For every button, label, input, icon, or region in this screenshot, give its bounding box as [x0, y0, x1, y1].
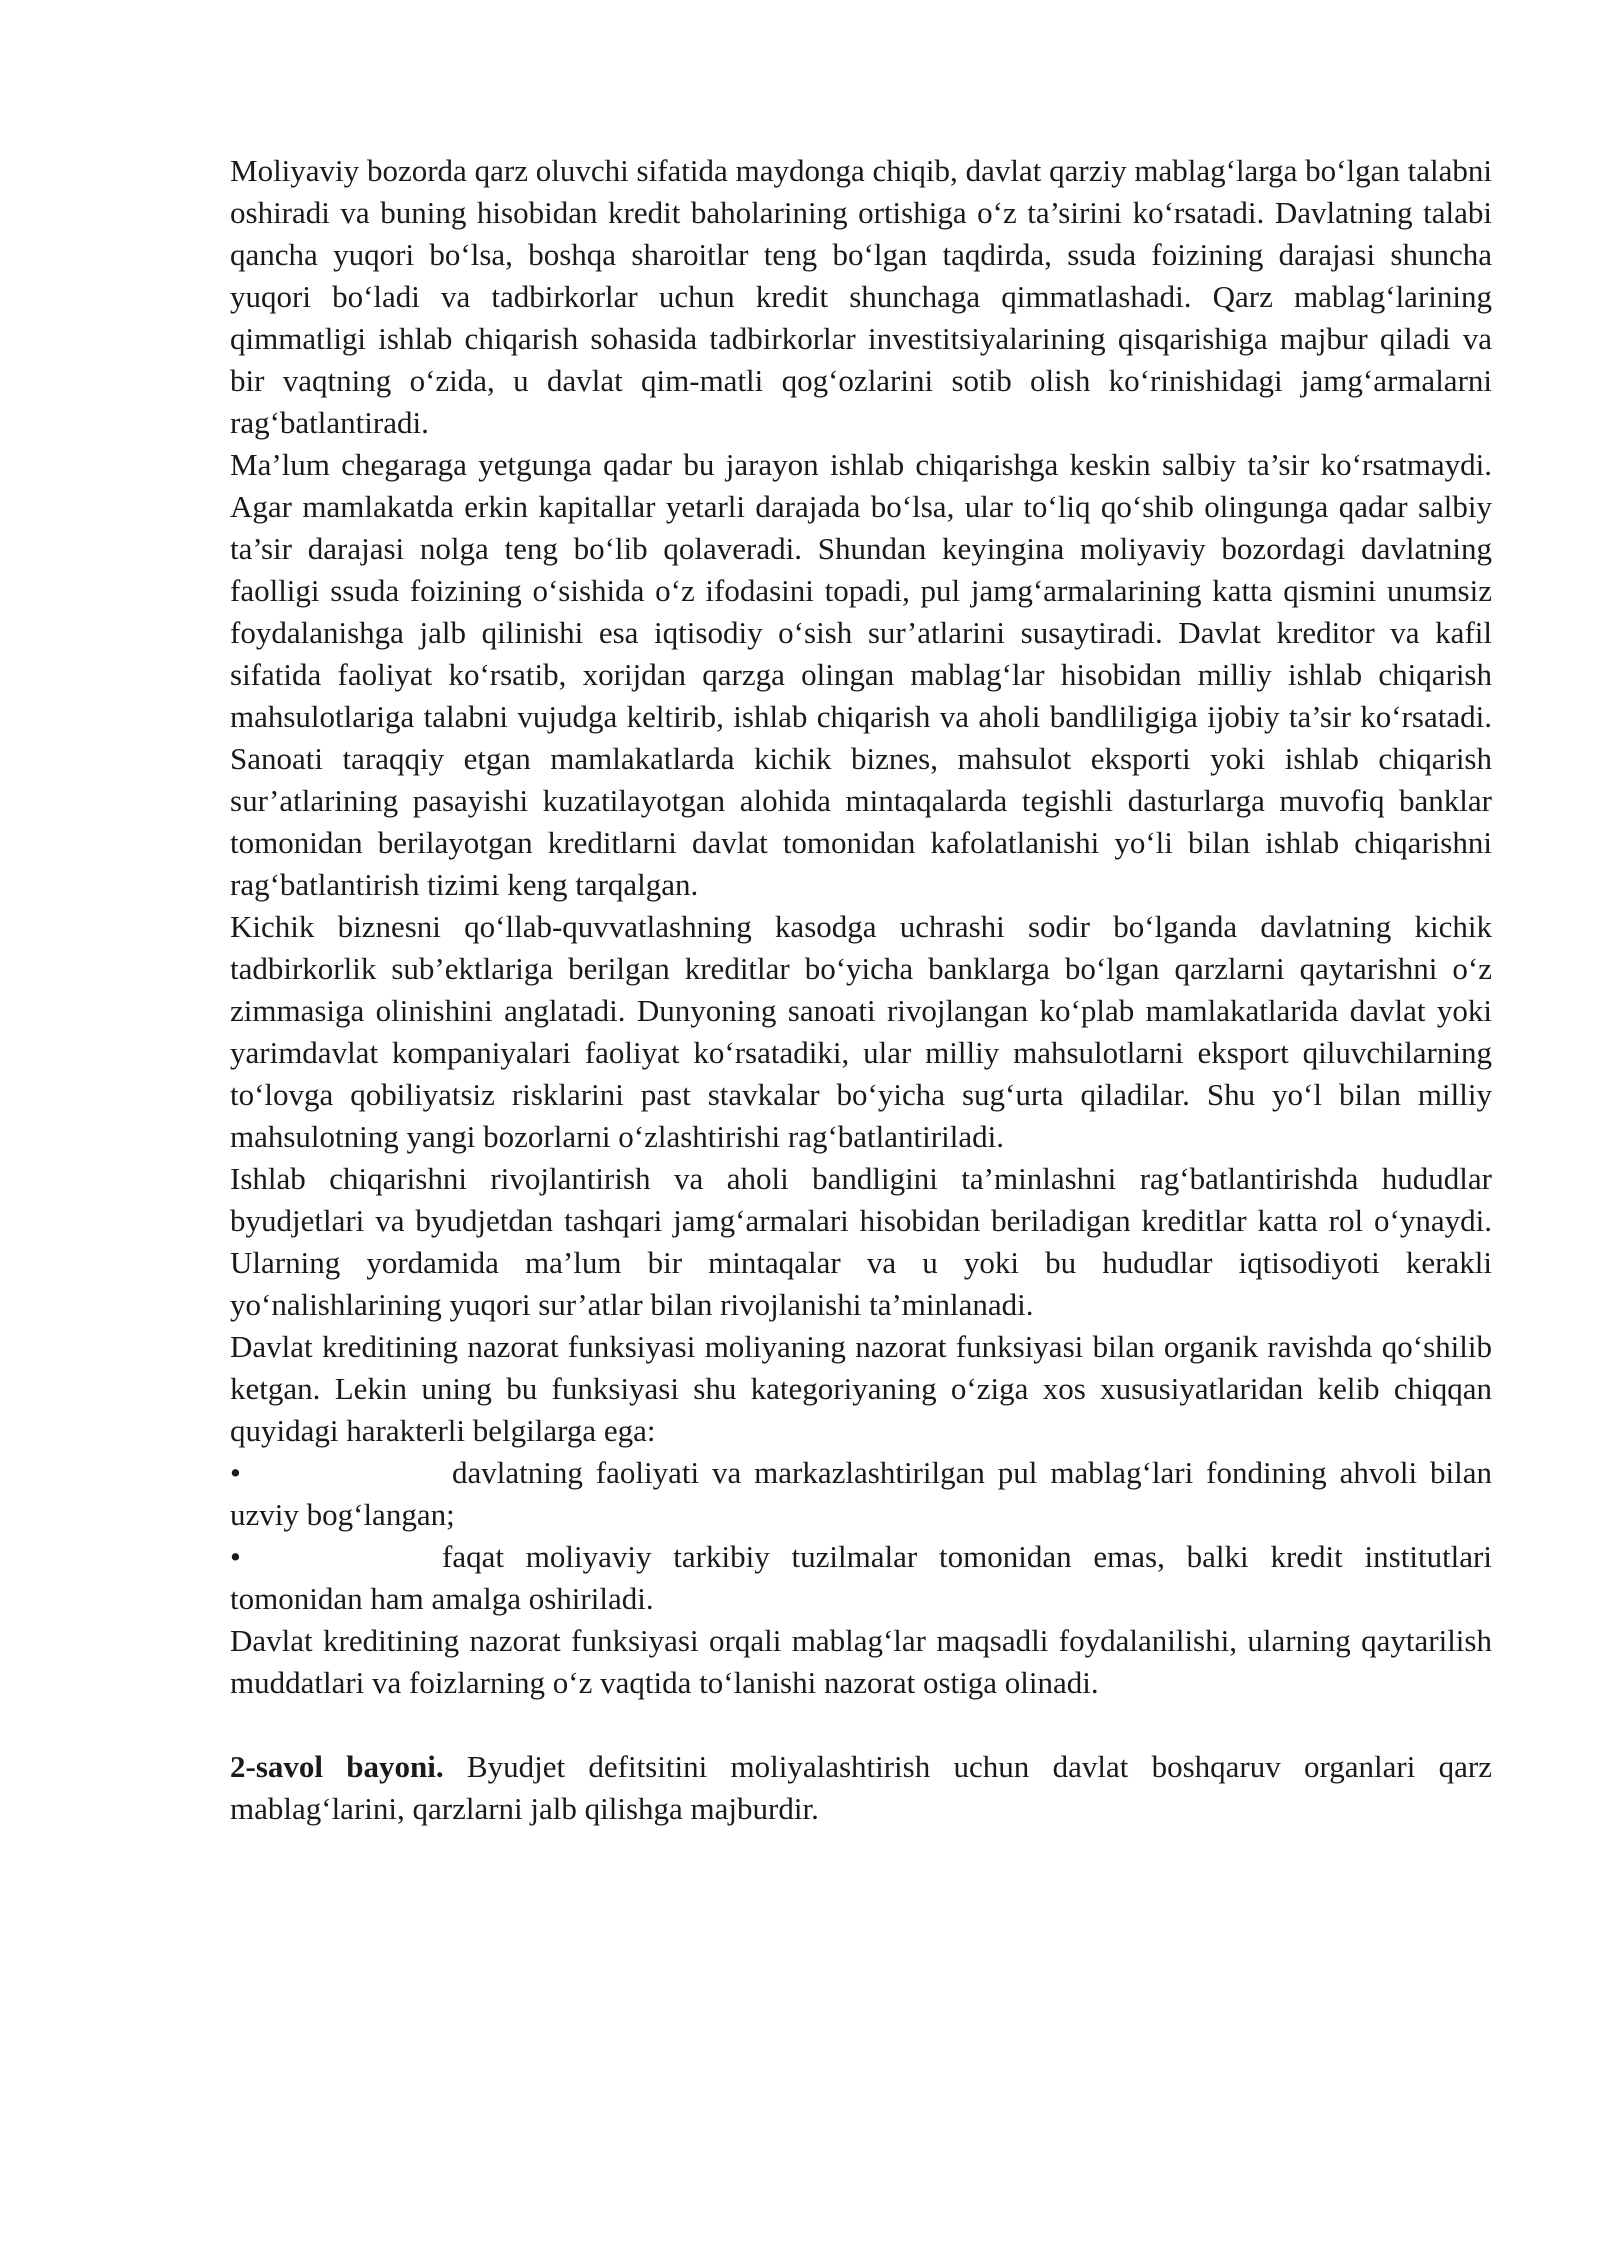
section-text: Byudjet defitsitini moliyalashtirish uchun davlat boshqaruv organlari qarz mablag‘larini, qarzlarni jalb qilishga majburdir. — [230, 1749, 1492, 1826]
paragraph-2: Ma’lum chegaraga yetgunga qadar bu jarayon ishlab chiqarishga keskin salbiy ta’sir ko‘rsatmaydi. Agar mamlakatda erkin kapitallar yetarli darajada bo‘lsa, ular to‘liq qo‘shib olingunga qadar salbiy ta’sir darajasi nolga teng bo‘lib qolaveradi. Shundan keyingina moliyaviy bozordagi davlatning faolligi ssuda foizining o‘sishida o‘z ifodasini topadi, pul jamg‘armalarining katta qismini unumsiz foydalanishga jalb qilinishi esa iqtisodiy o‘sish sur’atlarini susaytiradi. Davlat kreditor va kafil sifatida faoliyat ko‘rsatib, xorijdan qarzga olingan mablag‘lar hisobidan milliy ishlab chiqarish mahsulotlariga talabni vujudga keltirib, ishlab chiqarish va aholi bandliligiga ijobiy ta’sir ko‘rsatadi. Sanoati taraqqiy etgan mamlakatlarda kichik biznes, mahsulot eksporti yoki ishlab chiqarish sur’atlarining pasayishi kuzatilayotgan alohida mintaqalarda tegishli dasturlarga muvofiq banklar tomonidan berilayotgan kreditlarni davlat tomonidan kafolatlanishi yo‘li bilan ishlab chiqarishni rag‘batlantirish tizimi keng tarqalgan. — [230, 447, 1492, 902]
section-paragraph — [230, 1746, 1492, 1830]
bullet-icon: • — [230, 1539, 241, 1574]
paragraph-3: Kichik biznesni qo‘llab-quvvatlashning kasodga uchrashi sodir bo‘lganda davlatning kichik tadbirkorlik sub’ektlariga berilgan kreditlar bo‘yicha banklarga bo‘lgan qarzlarni qaytarishni o‘z zimmasiga olinishini anglatadi. Dunyoning sanoati rivojlangan ko‘plab mamlakatlarida davlat yoki yarimdavlat kompaniyalari faoliyat ko‘rsatadiki, ular milliy mahsulotlarni eksport qiluvchilarning to‘lovga qobiliyatsiz risklarini past stavkalar bo‘yicha sug‘urta qiladilar. Shu yo‘l bilan milliy mahsulotning yangi bozorlarni o‘zlashtirishi rag‘batlantiriladi. — [230, 909, 1492, 1154]
document-page — [230, 150, 1492, 1830]
paragraph-4: Ishlab chiqarishni rivojlantirish va aholi bandligini ta’minlashni rag‘batlantirishda hududlar byudjetlari va byudjetdan tashqari jamg‘armalari hisobidan beriladigan kreditlar katta rol o‘ynaydi. Ularning yordamida ma’lum bir mintaqalar va u yoki bu hududlar iqtisodiyoti kerakli yo‘nalishlarining yuqori sur’atlar bilan rivojlanishi ta’minlanadi. — [230, 1161, 1492, 1322]
bullet-icon: • — [230, 1455, 241, 1490]
section-heading: 2-savol bayoni. — [230, 1749, 444, 1784]
bullet-text-1: davlatning faoliyati va markazlashtirilgan pul mablag‘lari fondining ahvoli bilan uzviy bog‘langan; — [230, 1455, 1492, 1532]
bullet-text-2: faqat moliyaviy tarkibiy tuzilmalar tomonidan emas, balki kredit institutlari tomonidan ham amalga oshiriladi. — [230, 1539, 1492, 1616]
bullet-item-2 — [230, 1536, 1492, 1620]
paragraph-spacer — [230, 1704, 1492, 1746]
paragraph-1: Moliyaviy bozorda qarz oluvchi sifatida maydonga chiqib, davlat qarziy mablag‘larga bo‘lgan talabni oshiradi va buning hisobidan kredit baholarining ortishiga o‘z ta’sirini ko‘rsatadi. Davlatning talabi qancha yuqori bo‘lsa, boshqa sharoitlar teng bo‘lgan taqdirda, ssuda foizining darajasi shuncha yuqori bo‘ladi va tadbirkorlar uchun kredit shunchaga qimmatlashadi. Qarz mablag‘larining qimmatligi ishlab chiqarish sohasida tadbirkorlar investitsiyalarining qisqarishiga majbur qiladi va bir vaqtning o‘zida, u davlat qim-matli qog‘ozlarini sotib olish ko‘rinishidagi jamg‘armalarni rag‘batlantiradi. — [230, 153, 1492, 440]
bullet-item-1 — [230, 1452, 1492, 1536]
closing-paragraph: Davlat kreditining nazorat funksiyasi orqali mablag‘lar maqsadli foydalanilishi, ularning qaytarilish muddatlari va foizlarning o‘z vaqtida to‘lanishi nazorat ostiga olinadi. — [230, 1623, 1492, 1700]
paragraph-5: Davlat kreditining nazorat funksiyasi moliyaning nazorat funksiyasi bilan organik ravishda qo‘shilib ketgan. Lekin uning bu funksiyasi shu kategoriyaning o‘ziga xos xususiyatlaridan kelib chiqqan quyidagi harakterli belgilarga ega: — [230, 1329, 1492, 1448]
